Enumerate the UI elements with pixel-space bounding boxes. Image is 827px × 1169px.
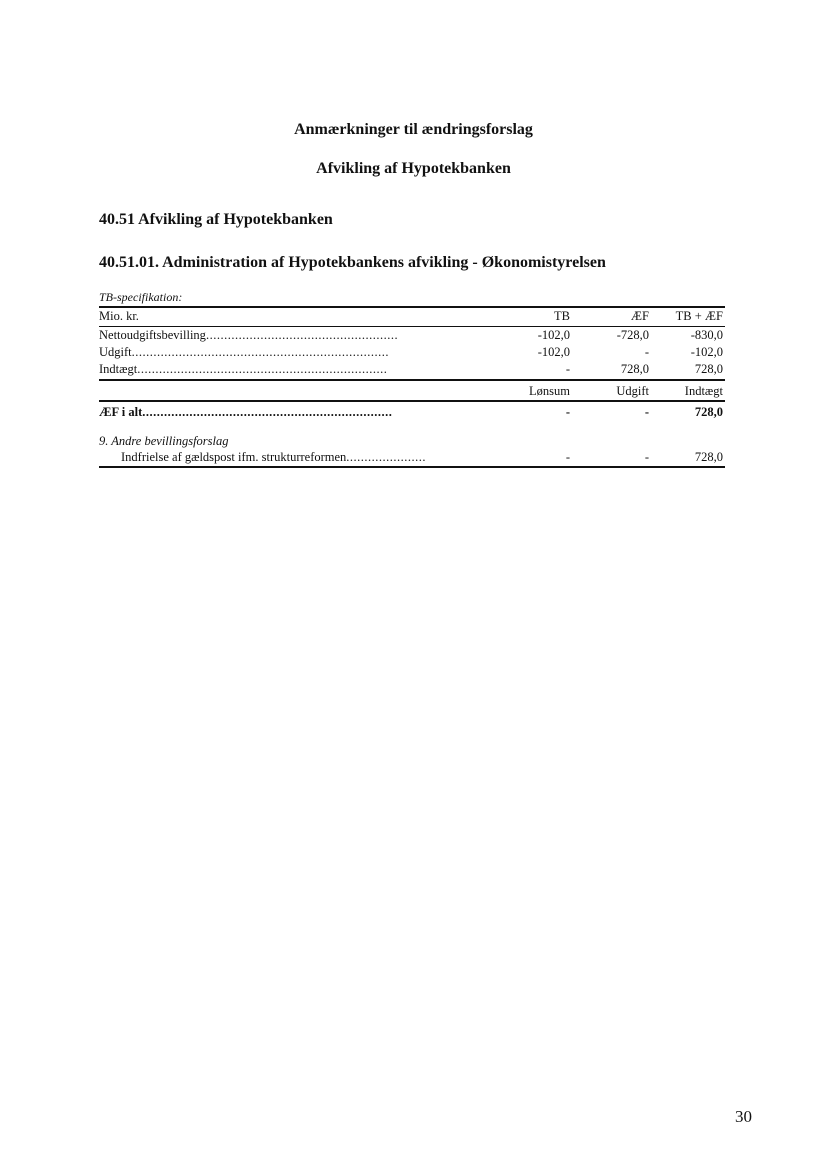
table-top-rule: [99, 306, 725, 308]
spec-table-header: [99, 309, 725, 325]
row-label: Udgift.......................................................................: [99, 345, 390, 359]
cell-indtaegt: 728,0: [694, 405, 723, 419]
group-label: 9. Andre bevillingsforslag: [99, 434, 229, 448]
table-row: [99, 362, 725, 378]
cell-af: -728,0: [616, 328, 649, 342]
cell-udgift: -: [644, 405, 649, 419]
section-heading-main: 40.51 Afvikling af Hypotekbanken: [99, 211, 333, 228]
table-row: [99, 345, 725, 361]
row-label: Nettoudgiftsbevilling.....................................................: [99, 328, 399, 342]
page-number: 30: [735, 1107, 752, 1126]
document-title: Anmærkninger til ændringsforslag: [294, 121, 533, 138]
header-total: TB + ÆF: [675, 309, 723, 323]
cell-af: -: [644, 345, 649, 359]
cell-udgift: -: [644, 450, 649, 464]
af-total-row: [99, 405, 725, 421]
cell-lonsum: -: [565, 450, 570, 464]
spec-table-caption: TB-specifikation:: [99, 290, 183, 304]
row-label: ÆF i alt.....................................................................: [99, 405, 393, 419]
cell-tb: -102,0: [537, 328, 570, 342]
cell-total: -830,0: [690, 328, 723, 342]
header-unit: Mio. kr.: [99, 309, 139, 323]
cell-tb: -: [565, 362, 570, 376]
af-table-header: [99, 384, 725, 400]
af-header-rule: [99, 400, 725, 402]
cell-tb: -102,0: [537, 345, 570, 359]
header-af: ÆF: [630, 309, 649, 323]
header-lonsum: Lønsum: [529, 384, 570, 398]
row-label: Indfrielse af gældspost ifm. strukturreformen......................: [121, 450, 427, 464]
af-group-label: [99, 434, 725, 450]
cell-lonsum: -: [565, 405, 570, 419]
document-subtitle: Afvikling af Hypotekbanken: [316, 160, 511, 177]
row-label: Indtægt.....................................................................: [99, 362, 388, 376]
cell-indtaegt: 728,0: [694, 450, 723, 464]
header-udgift: Udgift: [616, 384, 649, 398]
table-bottom-rule: [99, 379, 725, 381]
header-rule: [99, 326, 725, 327]
table-row: [99, 328, 725, 344]
cell-af: 728,0: [620, 362, 649, 376]
header-tb: TB: [554, 309, 570, 323]
cell-total: -102,0: [690, 345, 723, 359]
header-indtaegt: Indtægt: [684, 384, 723, 398]
section-heading-sub: 40.51.01. Administration af Hypotekbankens afvikling - Økonomistyrelsen: [99, 254, 606, 271]
cell-total: 728,0: [694, 362, 723, 376]
af-detail-row: [99, 450, 725, 466]
af-bottom-rule: [99, 466, 725, 468]
